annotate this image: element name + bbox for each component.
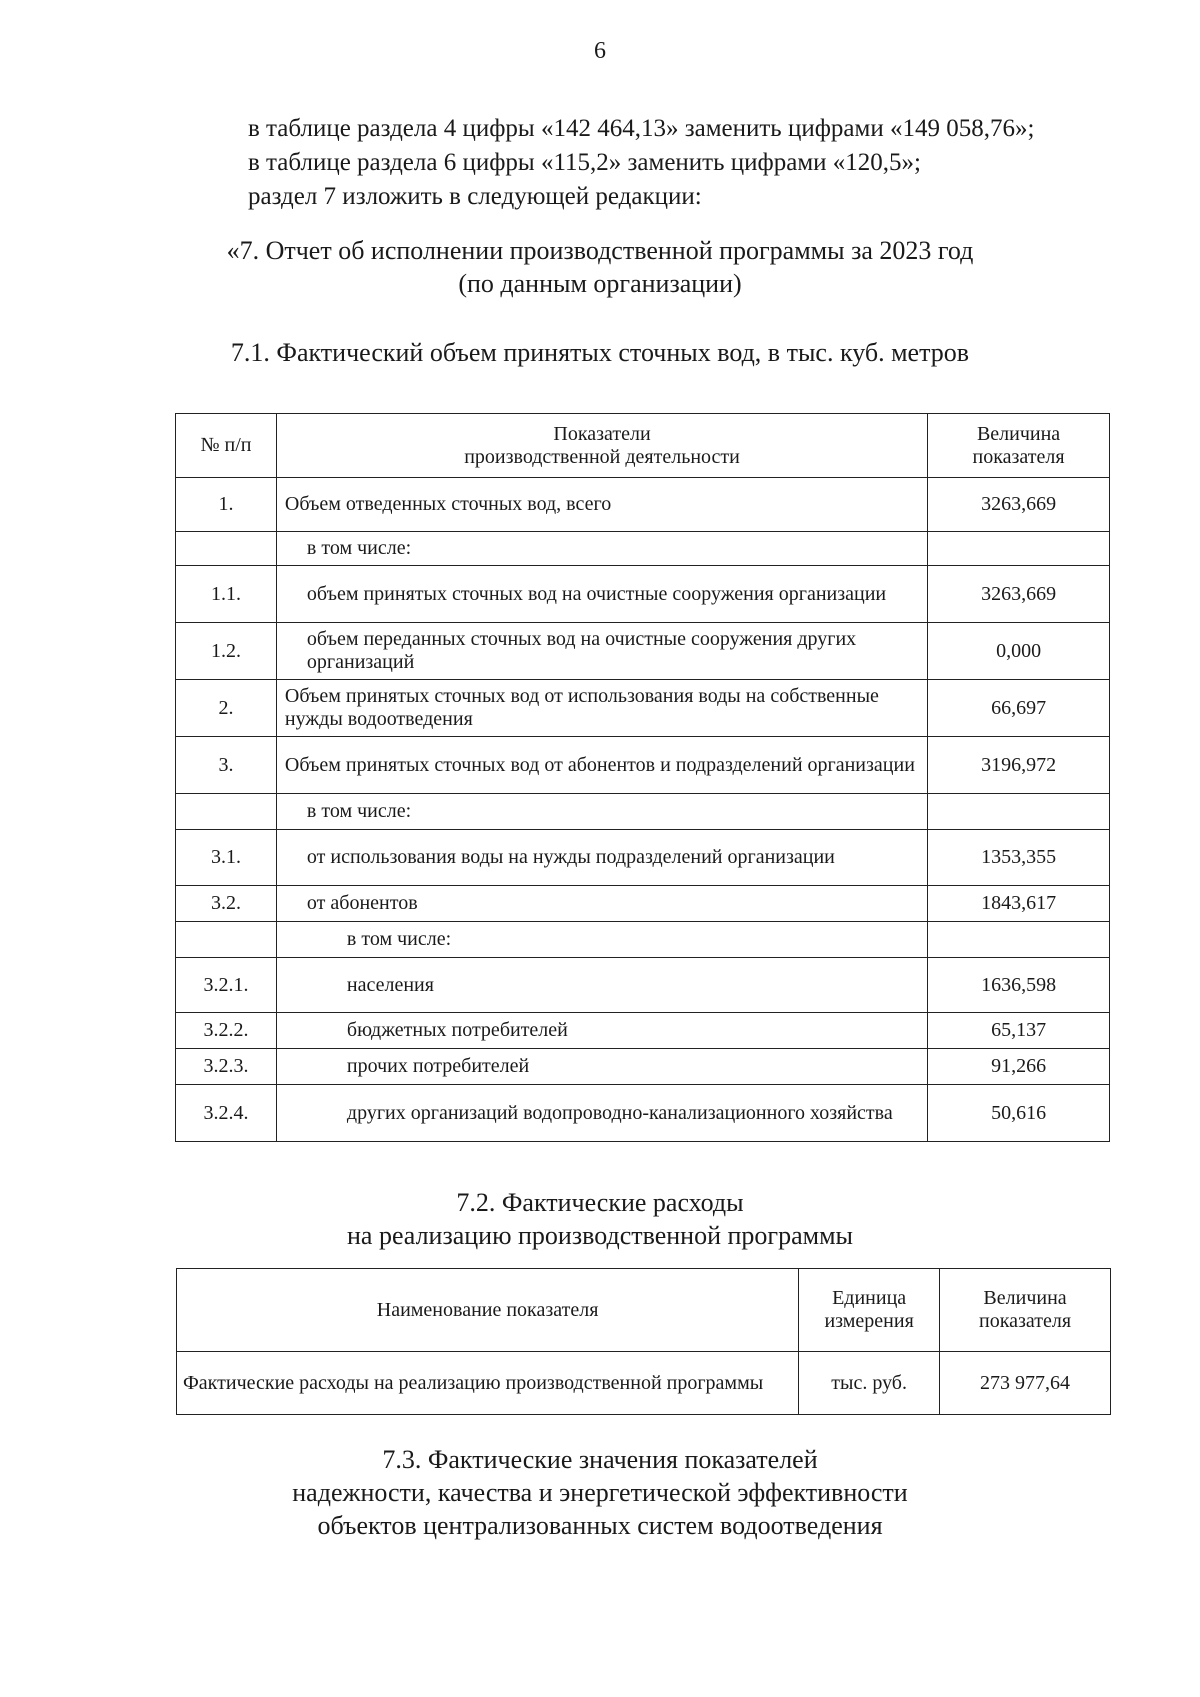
row-value (928, 532, 1110, 566)
row-num: 1.2. (176, 623, 277, 680)
expenses-row-value: 273 977,64 (940, 1352, 1111, 1415)
intro-line-2: в таблице раздела 6 цифры «115,2» заменить цифрами «120,5»; (248, 149, 921, 176)
table-row (176, 922, 1110, 958)
row-num (176, 922, 277, 958)
header-indicator (276, 414, 927, 478)
row-name: объем переданных сточных вод на очистные сооружения других организаций (276, 623, 927, 680)
row-value: 1843,617 (928, 886, 1110, 922)
table-row (177, 1352, 1111, 1415)
row-num (176, 532, 277, 566)
row-value: 3196,972 (928, 737, 1110, 794)
expenses-header-row (177, 1269, 1111, 1352)
row-num: 3.2.1. (176, 958, 277, 1013)
row-value: 0,000 (928, 623, 1110, 680)
table-row (176, 958, 1110, 1013)
row-name: в том числе: (276, 922, 927, 958)
row-value: 3263,669 (928, 478, 1110, 532)
intro-text (248, 112, 1034, 214)
row-num: 3.1. (176, 830, 277, 886)
header-indicator-line-1: Показатели (553, 422, 651, 445)
section-7-3-title-line-1: 7.3. Фактические значения показателей (382, 1445, 818, 1474)
section-7-2-title-line-1: 7.2. Фактические расходы (456, 1188, 744, 1217)
row-name: от использования воды на нужды подразделений организации (276, 830, 927, 886)
expenses-header-value-line-1: Величина (983, 1287, 1067, 1309)
table-row (176, 478, 1110, 532)
expenses-header-name: Наименование показателя (177, 1269, 799, 1352)
header-value-line-1: Величина (976, 422, 1061, 445)
table-header-row (176, 414, 1110, 478)
section-7-2-title-line-2: на реализацию производственной программы (346, 1221, 853, 1250)
row-value: 1353,355 (928, 830, 1110, 886)
header-indicator-line-2: производственной деятельности (464, 445, 740, 468)
row-value: 91,266 (928, 1049, 1110, 1085)
section-7-1-title-text: 7.1. Фактический объем принятых сточных вод, в тыс. куб. метров (230, 338, 970, 367)
section-7-title (0, 234, 1200, 300)
table-row (176, 623, 1110, 680)
row-name: Объем принятых сточных вод от абонентов и подразделений организации (276, 737, 927, 794)
row-name: бюджетных потребителей (276, 1013, 927, 1049)
row-num: 1. (176, 478, 277, 532)
row-num: 3.2.4. (176, 1085, 277, 1142)
row-num: 1.1. (176, 566, 277, 623)
section-7-title-line-1: «7. Отчет об исполнении производственной программы за 2023 год (226, 236, 974, 265)
header-value-line-2: показателя (972, 445, 1065, 468)
table-row (176, 1013, 1110, 1049)
row-name: Объем принятых сточных вод от использования воды на собственные нужды водоотведения (276, 680, 927, 737)
row-num: 3. (176, 737, 277, 794)
row-name: объем принятых сточных вод на очистные сооружения организации (276, 566, 927, 623)
table-row (176, 566, 1110, 623)
expenses-row-name: Фактические расходы на реализацию производственной программы (177, 1352, 799, 1415)
table-row (176, 532, 1110, 566)
row-name: других организаций водопроводно-канализационного хозяйства (276, 1085, 927, 1142)
row-name: в том числе: (276, 532, 927, 566)
row-value: 1636,598 (928, 958, 1110, 1013)
expenses-header-unit-line-1: Единица (832, 1287, 907, 1309)
intro-line-3: раздел 7 изложить в следующей редакции: (248, 183, 702, 210)
section-7-3-title-line-3: объектов централизованных систем водоотведения (317, 1511, 883, 1540)
row-name: от абонентов (276, 886, 927, 922)
expenses-row-unit: тыс. руб. (799, 1352, 940, 1415)
row-value: 3263,669 (928, 566, 1110, 623)
row-value (928, 922, 1110, 958)
row-name: населения (276, 958, 927, 1013)
section-7-2-title (0, 1186, 1200, 1252)
table-row (176, 830, 1110, 886)
table-row (176, 1049, 1110, 1085)
table-row (176, 886, 1110, 922)
section-7-3-title-line-2: надежности, качества и энергетической эффективности (292, 1478, 908, 1507)
row-value: 50,616 (928, 1085, 1110, 1142)
expenses-header-value (940, 1269, 1111, 1352)
row-value: 66,697 (928, 680, 1110, 737)
row-num: 3.2.2. (176, 1013, 277, 1049)
row-value (928, 794, 1110, 830)
expenses-header-unit-line-2: измерения (824, 1310, 914, 1332)
expenses-table (176, 1268, 1111, 1415)
row-name: Объем отведенных сточных вод, всего (276, 478, 927, 532)
wastewater-volume-table (175, 413, 1110, 1142)
row-value: 65,137 (928, 1013, 1110, 1049)
section-7-1-title (0, 336, 1200, 369)
expenses-header-value-line-2: показателя (979, 1310, 1072, 1332)
row-name: прочих потребителей (276, 1049, 927, 1085)
expenses-header-unit (799, 1269, 940, 1352)
section-7-title-line-2: (по данным организации) (458, 269, 742, 298)
row-num (176, 794, 277, 830)
page-number: 6 (594, 38, 606, 64)
header-value (928, 414, 1110, 478)
section-7-3-title (0, 1443, 1200, 1542)
row-num: 3.2. (176, 886, 277, 922)
row-name: в том числе: (276, 794, 927, 830)
row-num: 2. (176, 680, 277, 737)
intro-line-1: в таблице раздела 4 цифры «142 464,13» заменить цифрами «149 058,76»; (248, 115, 1035, 142)
table-row (176, 680, 1110, 737)
table-row (176, 794, 1110, 830)
table-row (176, 1085, 1110, 1142)
row-num: 3.2.3. (176, 1049, 277, 1085)
header-num: № п/п (176, 414, 277, 478)
table-row (176, 737, 1110, 794)
